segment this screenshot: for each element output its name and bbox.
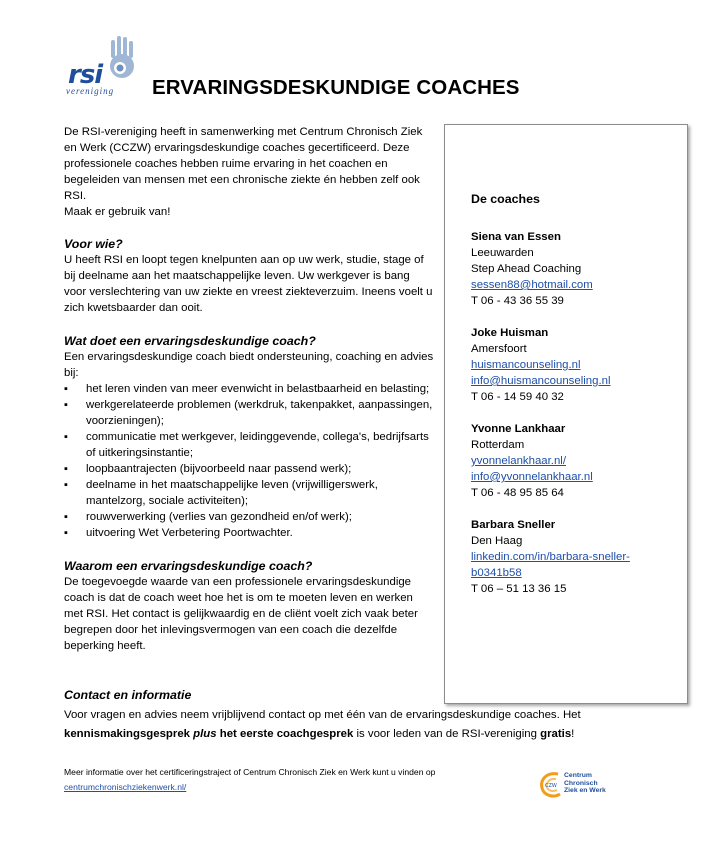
- intro-paragraph: De RSI-vereniging heeft in samenwerking met Centrum Chronisch Ziek en Werk (CCZW) ervaringsdeskundige coaches gecertificeerd. Deze professionele coaches hebben ruime ervaring in het coachen en begeleiden van mensen met een chronische ziekte én hebben zelf ook RSI.: [64, 126, 423, 202]
- list-item: ▪ het leren vinden van meer evenwicht in belastbaarheid en belasting;: [64, 381, 434, 397]
- section-waarom: [64, 558, 434, 654]
- coach-name: Siena van Essen: [471, 231, 561, 243]
- section-heading: Voor wie?: [64, 237, 123, 251]
- cczw-logo: [538, 770, 618, 800]
- bullet-list: [64, 381, 434, 541]
- coach-phone: T 06 - 14 59 40 32: [471, 391, 564, 403]
- coach-card: [471, 325, 671, 405]
- section-heading: Wat doet een ervaringsdeskundige coach?: [64, 334, 316, 348]
- page-title: ERVARINGSDESKUNDIGE COACHES: [152, 76, 520, 99]
- coach-name: Barbara Sneller: [471, 519, 556, 531]
- contact-text: Voor vragen en advies neem vrijblijvend contact op met één van de ervaringsdeskundige coaches. Het: [64, 709, 581, 721]
- coach-company: Step Ahead Coaching: [471, 263, 582, 275]
- contact-text: is voor leden van de RSI-vereniging: [353, 728, 541, 740]
- list-item: ▪ communicatie met werkgever, leidinggevende, collega's, bedrijfsarts of uitkeringsinstantie;: [64, 429, 434, 461]
- coach-card: [471, 421, 671, 501]
- contact-bold: het eerste coachgesprek: [216, 728, 354, 740]
- cczw-mark: CZW: [545, 783, 557, 789]
- logo-subtitle: vereniging: [66, 86, 115, 96]
- contact-body: [64, 706, 644, 744]
- coach-name: Joke Huisman: [471, 327, 549, 339]
- section-wat-doet: [64, 333, 434, 541]
- coach-card: [471, 517, 671, 597]
- section-heading: Waarom een ervaringsdeskundige coach?: [64, 559, 313, 573]
- list-item: ▪ werkgerelateerde problemen (werkdruk, takenpakket, aanpassingen, voorzieningen);: [64, 397, 434, 429]
- list-item: ▪ loopbaantrajecten (bijvoorbeeld naar passend werk);: [64, 461, 434, 477]
- coach-email-link[interactable]: info@huismancounseling.nl: [471, 375, 611, 387]
- coach-phone: T 06 - 48 95 85 64: [471, 487, 564, 499]
- coach-linkedin-link[interactable]: [471, 551, 630, 579]
- rsi-logo: [62, 36, 138, 98]
- coach-website-link[interactable]: huismancounseling.nl: [471, 359, 581, 371]
- section-body: De toegevoegde waarde van een professionele ervaringsdeskundige coach is dat de coach weet hoe het is om te moeten leven en werken met RSI. Het contact is gelijkwaardig en de cliënt voelt zich vaak beter begrepen door het inlevingsvermogen van een coach die dezelfde beperking heeft.: [64, 576, 418, 652]
- cczw-line: Ziek en Werk: [564, 787, 606, 795]
- coach-email-link[interactable]: sessen88@hotmail.com: [471, 279, 593, 291]
- contact-bold: kennismakingsgesprek: [64, 728, 194, 740]
- coach-card: [471, 229, 671, 309]
- coach-name: Yvonne Lankhaar: [471, 423, 566, 435]
- coach-city: Amersfoort: [471, 343, 527, 355]
- contact-bold-italic: plus: [193, 728, 217, 740]
- list-item: ▪ deelname in het maatschappelijke leven (vrijwilligerswerk, mantelzorg, sociale activiteiten);: [64, 477, 434, 509]
- coach-linkedin-line: linkedin.com/in/barbara-sneller-: [471, 551, 630, 563]
- hand-icon: [108, 36, 138, 82]
- logo-text: rsi: [68, 60, 103, 90]
- cczw-link[interactable]: centrumchronischziekenwerk.nl/: [64, 782, 187, 792]
- cczw-line: Centrum: [564, 772, 592, 779]
- coaches-panel: [444, 124, 688, 704]
- section-heading: Contact en informatie: [64, 688, 192, 702]
- intro-call-to-action: Maak er gebruik van!: [64, 206, 171, 218]
- coach-email-link[interactable]: info@yvonnelankhaar.nl: [471, 471, 593, 483]
- cczw-swirl-icon: [538, 770, 566, 800]
- cczw-text: [564, 772, 606, 795]
- contact-free: gratis: [540, 728, 572, 740]
- section-voor-wie: [64, 236, 434, 316]
- coach-linkedin-line: b0341b58: [471, 567, 522, 579]
- coach-city: Den Haag: [471, 535, 523, 547]
- more-info: [64, 765, 534, 795]
- section-body: Een ervaringsdeskundige coach biedt ondersteuning, coaching en advies bij:: [64, 351, 434, 379]
- coach-phone: T 06 – 51 13 36 15: [471, 583, 567, 595]
- coach-city: Leeuwarden: [471, 247, 534, 259]
- panel-title: De coaches: [471, 192, 540, 206]
- list-item: ▪ uitvoering Wet Verbetering Poortwachter.: [64, 525, 434, 541]
- section-body: U heeft RSI en loopt tegen knelpunten aan op uw werk, studie, stage of bij deelname aan het maatschappelijke leven. Uw werkgever is bang voor verslechtering van uw ziekte en vreest ziekteverzuim. Ineens voelt u zich kwetsbaarder dan ooit.: [64, 254, 433, 314]
- coach-city: Rotterdam: [471, 439, 525, 451]
- cczw-line: Chronisch: [564, 779, 598, 787]
- coach-website-link[interactable]: yvonnelankhaar.nl/: [471, 455, 566, 467]
- main-content: [64, 124, 434, 654]
- coach-phone: T 06 - 43 36 55 39: [471, 295, 564, 307]
- list-item: ▪ rouwverwerking (verlies van gezondheid en/of werk);: [64, 509, 434, 525]
- contact-text: !: [571, 728, 575, 740]
- more-info-text: Meer informatie over het certificeringstraject of Centrum Chronisch Ziek en Werk kunt u vinden op: [64, 767, 436, 777]
